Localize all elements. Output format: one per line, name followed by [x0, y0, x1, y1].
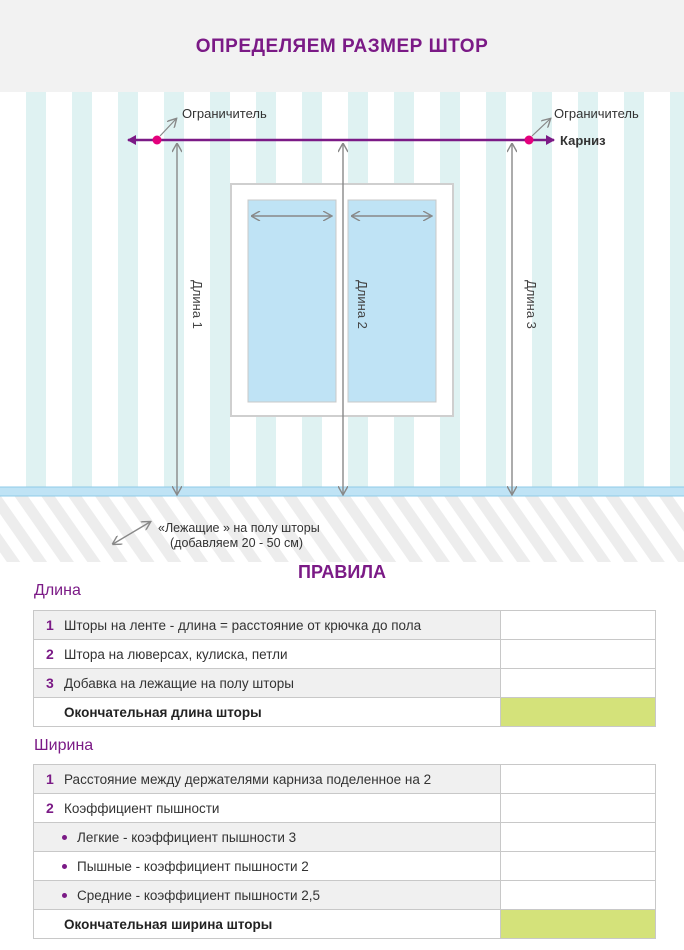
table-row: 2 Штора на люверсах, кулиска, петли	[33, 640, 656, 669]
length-section-title: Длина	[34, 582, 81, 599]
value-cell	[501, 852, 655, 880]
cornice-label: Карниз	[560, 133, 606, 148]
row-text: Средние - коэффициент пышности 2,5	[77, 887, 321, 903]
table-row	[33, 823, 656, 852]
length3-label: Длина 3	[524, 280, 539, 329]
curtain-diagram	[0, 92, 684, 562]
bullet-icon	[62, 835, 67, 840]
value-cell	[501, 640, 655, 668]
width-section-title: Ширина	[34, 737, 94, 754]
table-row: 1 Расстояние между держателями карниза поделенное на 2	[33, 765, 656, 794]
final-length-label: Окончательная длина шторы	[34, 698, 501, 726]
final-width-cell	[501, 910, 655, 938]
bullet-icon	[62, 864, 67, 869]
row-text: Добавка на лежащие на полу шторы	[64, 675, 294, 691]
window	[231, 184, 453, 416]
table-row: 1 Шторы на ленте - длина = расстояние от крючка до пола	[33, 611, 656, 640]
row-text: Легкие - коэффициент пышности 3	[77, 829, 297, 845]
row-text: Штора на люверсах, кулиска, петли	[64, 646, 288, 662]
limiter-left-label: Ограничитель	[182, 106, 267, 121]
value-cell	[501, 823, 655, 851]
row-text: Пышные - коэффициент пышности 2	[77, 858, 309, 874]
length2-label: Длина 2	[355, 280, 370, 329]
rules-title: ПРАВИЛА	[298, 562, 386, 582]
table-row: 2 Коэффициент пышности	[33, 794, 656, 823]
baseboard	[0, 487, 684, 496]
limiter-right-label: Ограничитель	[554, 106, 639, 121]
table-row: 3 Добавка на лежащие на полу шторы	[33, 669, 656, 698]
final-width-label: Окончательная ширина шторы	[34, 910, 501, 938]
floor-note-line1: «Лежащие » на полу шторы	[158, 521, 320, 535]
floor	[0, 496, 684, 562]
table-row	[33, 881, 656, 910]
row-text: Шторы на ленте - длина = расстояние от крючка до пола	[64, 617, 422, 633]
header	[0, 0, 684, 92]
length1-label: Длина 1	[190, 280, 205, 329]
table-row	[33, 852, 656, 881]
table-row-final	[33, 698, 656, 727]
length-table	[33, 610, 656, 727]
bullet-icon	[62, 893, 67, 898]
page-title: ОПРЕДЕЛЯЕМ РАЗМЕР ШТОР	[195, 36, 489, 57]
value-cell	[501, 611, 655, 639]
width-table	[33, 764, 656, 939]
final-length-cell	[501, 698, 655, 726]
limiter-left-dot	[153, 136, 162, 145]
row-text: Расстояние между держателями карниза поделенное на 2	[64, 771, 432, 787]
limiter-right-dot	[525, 136, 534, 145]
value-cell	[501, 765, 655, 793]
row-text: Коэффициент пышности	[64, 800, 220, 816]
table-row-final	[33, 910, 656, 939]
floor-note-line2: (добавляем 20 - 50 см)	[170, 536, 304, 550]
value-cell	[501, 669, 655, 697]
value-cell	[501, 881, 655, 909]
value-cell	[501, 794, 655, 822]
